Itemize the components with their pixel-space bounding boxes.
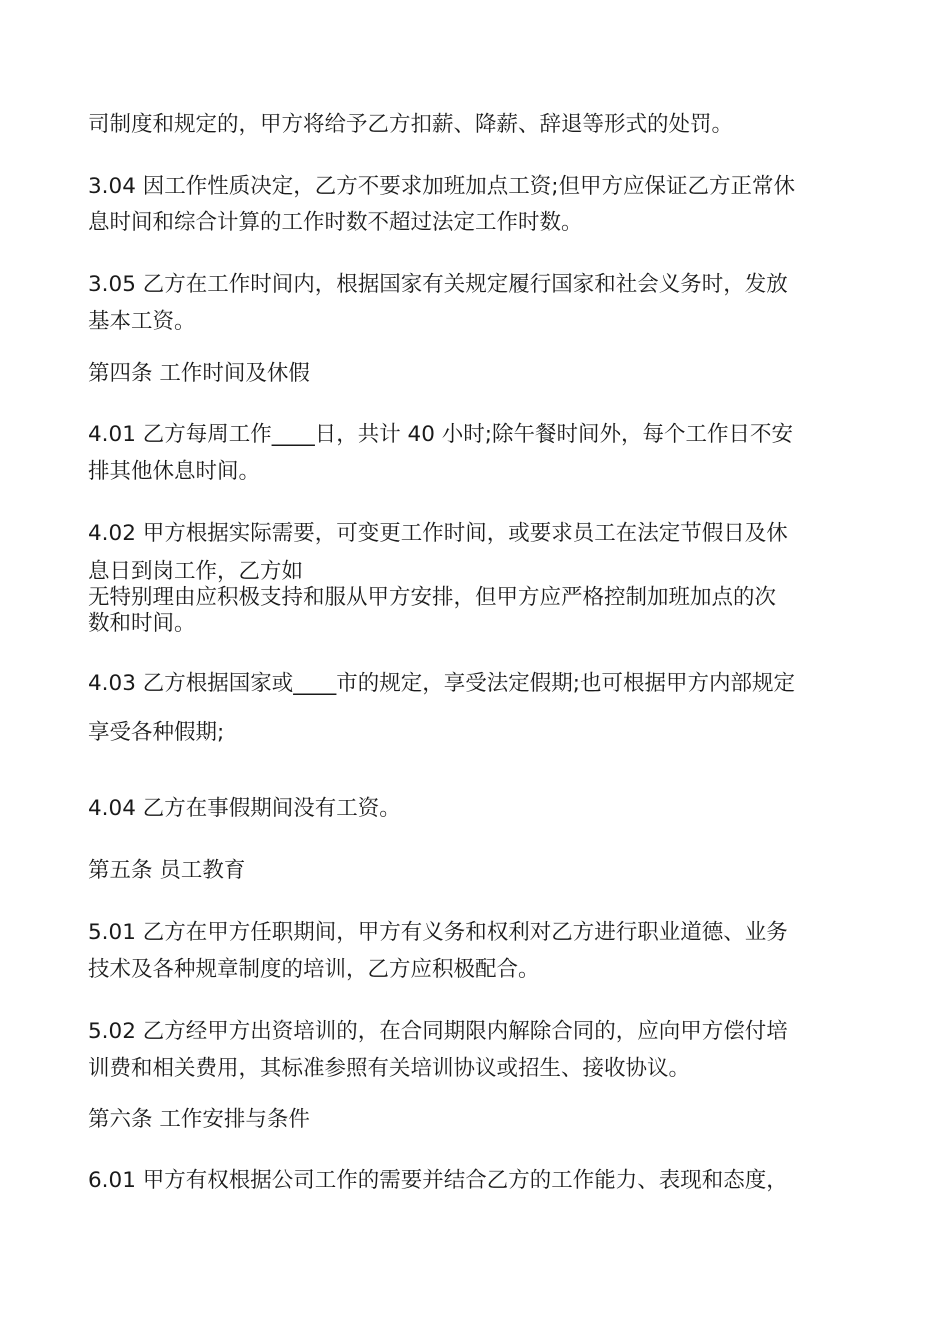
text-line: 司制度和规定的，甲方将给予乙方扣薪、降薪、辞退等形式的处罚。 [88, 112, 734, 137]
text-line: 数和时间。 [88, 611, 196, 636]
text-line: 排其他休息时间。 [88, 459, 261, 484]
text-line: 4.01 乙方每周工作____日，共计 40 小时;除午餐时间外，每个工作日不安 [88, 422, 793, 447]
text-line: 享受各种假期; [88, 720, 225, 745]
text-line: 5.02 乙方经甲方出资培训的，在合同期限内解除合同的，应向甲方偿付培 [88, 1019, 788, 1044]
text-line: 6.01 甲方有权根据公司工作的需要并结合乙方的工作能力、表现和态度， [88, 1168, 788, 1193]
text-line: 3.04 因工作性质决定，乙方不要求加班加点工资;但甲方应保证乙方正常休 [88, 174, 795, 199]
text-line: 3.05 乙方在工作时间内，根据国家有关规定履行国家和社会义务时，发放 [88, 272, 788, 297]
section-heading: 第五条 员工教育 [88, 858, 246, 883]
text-line: 训费和相关费用，其标准参照有关培训协议或招生、接收协议。 [88, 1056, 691, 1081]
text-line: 4.04 乙方在事假期间没有工资。 [88, 796, 401, 821]
text-line: 息时间和综合计算的工作时数不超过法定工作时数。 [88, 210, 583, 235]
text-line: 息日到岗工作，乙方如 [88, 559, 304, 584]
text-line: 基本工资。 [88, 309, 196, 334]
section-heading: 第六条 工作安排与条件 [88, 1107, 310, 1132]
text-line: 4.02 甲方根据实际需要，可变更工作时间，或要求员工在法定节假日及休 [88, 521, 788, 546]
text-line: 无特别理由应积极支持和服从甲方安排，但甲方应严格控制加班加点的次 [88, 585, 777, 610]
text-line: 技术及各种规章制度的培训，乙方应积极配合。 [88, 957, 540, 982]
section-heading: 第四条 工作时间及休假 [88, 361, 310, 386]
text-line: 5.01 乙方在甲方任职期间，甲方有义务和权利对乙方进行职业道德、业务 [88, 920, 788, 945]
text-line: 4.03 乙方根据国家或____市的规定，享受法定假期;也可根据甲方内部规定 [88, 671, 795, 696]
